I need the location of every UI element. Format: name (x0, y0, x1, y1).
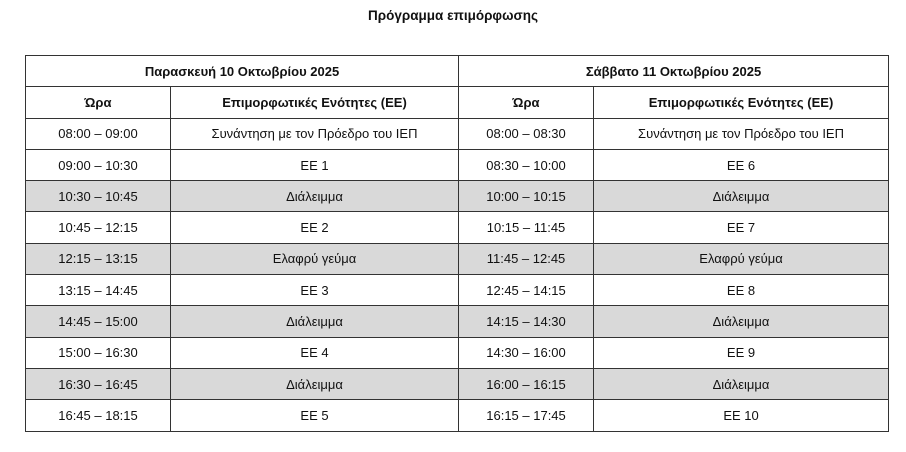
friday-time-cell: 15:00 – 16:30 (26, 337, 171, 368)
friday-module-cell: Διάλειμμα (171, 368, 459, 399)
table-row (26, 118, 889, 149)
saturday-time-cell: 10:15 – 11:45 (459, 212, 594, 243)
saturday-module-cell: Διάλειμμα (594, 368, 889, 399)
saturday-module-cell: Διάλειμμα (594, 306, 889, 337)
friday-time-cell: 10:45 – 12:15 (26, 212, 171, 243)
column-header-row (26, 87, 889, 118)
friday-time-cell: 09:00 – 10:30 (26, 149, 171, 180)
saturday-module-cell: ΕΕ 10 (594, 400, 889, 431)
saturday-module-cell: ΕΕ 9 (594, 337, 889, 368)
friday-module-cell: ΕΕ 4 (171, 337, 459, 368)
friday-module-cell: ΕΕ 5 (171, 400, 459, 431)
friday-time-cell: 10:30 – 10:45 (26, 181, 171, 212)
friday-module-cell: ΕΕ 3 (171, 275, 459, 306)
saturday-time-cell: 12:45 – 14:15 (459, 275, 594, 306)
friday-time-cell: 16:45 – 18:15 (26, 400, 171, 431)
friday-time-cell: 08:00 – 09:00 (26, 118, 171, 149)
saturday-module-cell: Διάλειμμα (594, 181, 889, 212)
saturday-time-cell: 16:00 – 16:15 (459, 368, 594, 399)
saturday-time-cell: 08:00 – 08:30 (459, 118, 594, 149)
saturday-module-cell: ΕΕ 7 (594, 212, 889, 243)
friday-module-cell: Διάλειμμα (171, 306, 459, 337)
day-header-row (26, 56, 889, 87)
table-row (26, 400, 889, 431)
saturday-time-cell: 16:15 – 17:45 (459, 400, 594, 431)
friday-time-cell: 12:15 – 13:15 (26, 243, 171, 274)
friday-module-cell: Ελαφρύ γεύμα (171, 243, 459, 274)
table-row (26, 243, 889, 274)
friday-module-cell: Διάλειμμα (171, 181, 459, 212)
friday-time-header: Ώρα (26, 87, 171, 118)
table-row (26, 337, 889, 368)
day-friday-header: Παρασκευή 10 Οκτωβρίου 2025 (26, 56, 459, 87)
saturday-modules-header: Επιμορφωτικές Ενότητες (ΕΕ) (594, 87, 889, 118)
saturday-time-cell: 14:30 – 16:00 (459, 337, 594, 368)
saturday-module-cell: Ελαφρύ γεύμα (594, 243, 889, 274)
friday-time-cell: 13:15 – 14:45 (26, 275, 171, 306)
saturday-module-cell: Συνάντηση με τον Πρόεδρο του ΙΕΠ (594, 118, 889, 149)
schedule-table (25, 55, 889, 432)
friday-time-cell: 16:30 – 16:45 (26, 368, 171, 399)
friday-module-cell: ΕΕ 1 (171, 149, 459, 180)
friday-module-cell: Συνάντηση με τον Πρόεδρο του ΙΕΠ (171, 118, 459, 149)
saturday-time-cell: 11:45 – 12:45 (459, 243, 594, 274)
table-row (26, 306, 889, 337)
table-row (26, 275, 889, 306)
saturday-time-cell: 10:00 – 10:15 (459, 181, 594, 212)
table-row (26, 149, 889, 180)
saturday-module-cell: ΕΕ 6 (594, 149, 889, 180)
friday-module-cell: ΕΕ 2 (171, 212, 459, 243)
table-row (26, 368, 889, 399)
friday-time-cell: 14:45 – 15:00 (26, 306, 171, 337)
saturday-time-cell: 14:15 – 14:30 (459, 306, 594, 337)
saturday-time-header: Ώρα (459, 87, 594, 118)
page-title: Πρόγραμμα επιμόρφωσης (368, 8, 538, 23)
saturday-time-cell: 08:30 – 10:00 (459, 149, 594, 180)
table-row (26, 212, 889, 243)
day-saturday-header: Σάββατο 11 Οκτωβρίου 2025 (459, 56, 889, 87)
table-row (26, 181, 889, 212)
saturday-module-cell: ΕΕ 8 (594, 275, 889, 306)
friday-modules-header: Επιμορφωτικές Ενότητες (ΕΕ) (171, 87, 459, 118)
